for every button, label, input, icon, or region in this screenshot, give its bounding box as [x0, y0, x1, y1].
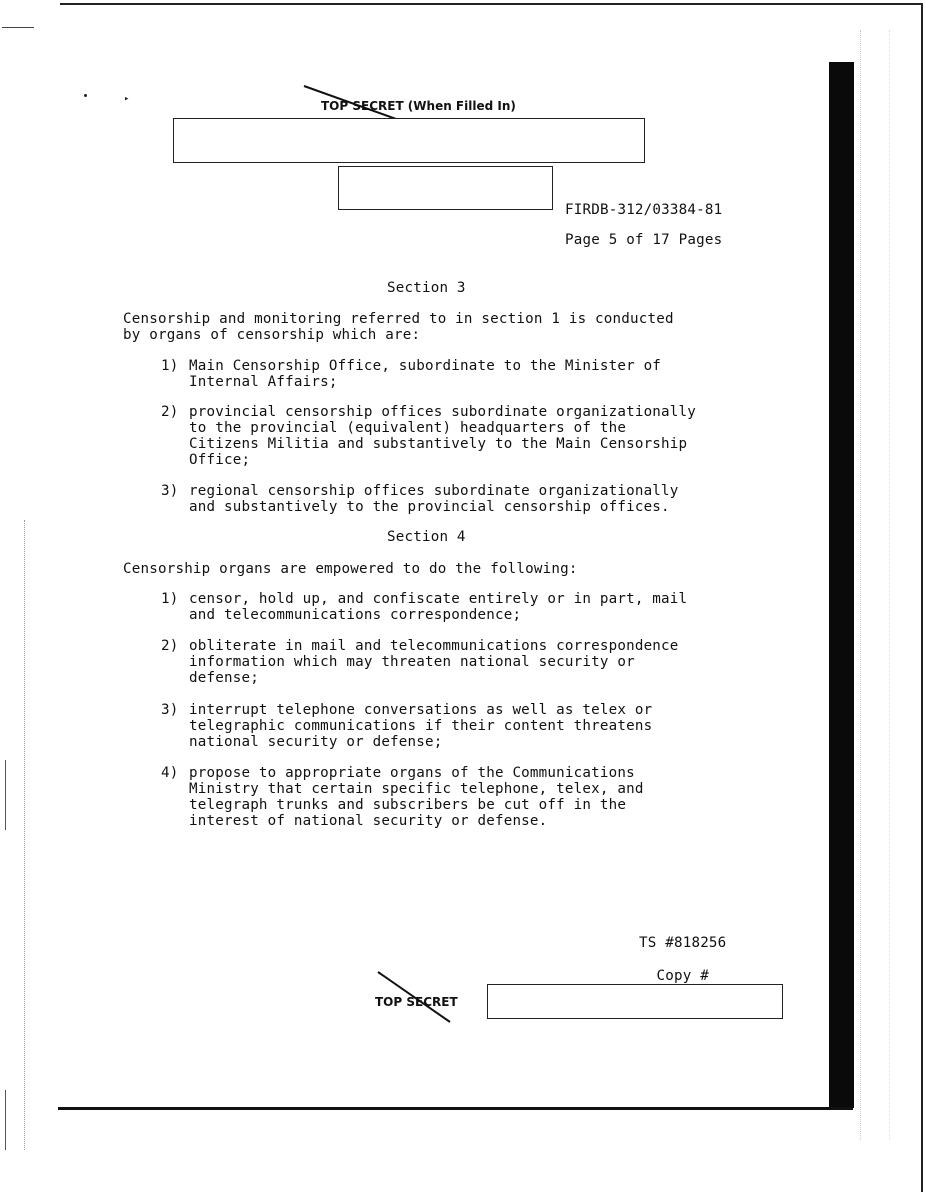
footer-classification: TOP SECRET: [375, 995, 458, 1009]
item-number: 3): [161, 483, 179, 499]
page-border-right: [921, 3, 923, 1192]
list-item: [161, 765, 644, 829]
item-number: 1): [161, 591, 179, 607]
item-number: 2): [161, 638, 179, 654]
section-4-heading: Section 4: [387, 529, 466, 545]
ts-number: TS #818256: [639, 935, 727, 951]
item-number: 4): [161, 765, 179, 781]
item-text: regional censorship offices subordinate organizationally and substantively to the provincial censorship offices.: [189, 483, 679, 515]
report-number: FIRDB-312/03384-81: [565, 202, 723, 218]
margin-line: [5, 760, 6, 830]
strikethrough-mark: [376, 970, 456, 1025]
scan-dot: ▸: [124, 94, 130, 104]
copy-label: Copy #: [656, 968, 709, 984]
list-item: [161, 702, 652, 750]
item-text: propose to appropriate organs of the Communications Ministry that certain specific telephone, telex, and telegraph trunks and subscribers be cut off in the interest of national security or defense.: [189, 765, 644, 829]
margin-dash: [2, 27, 34, 28]
section-3-heading: Section 3: [387, 280, 466, 296]
margin-line: [5, 1090, 6, 1150]
classification-marking: TOP SECRET (When Filled In): [321, 99, 516, 113]
section-4-intro: Censorship organs are empowered to do the following:: [123, 561, 578, 577]
list-item: [161, 358, 661, 390]
item-number: 1): [161, 358, 179, 374]
redaction-box: [338, 166, 553, 210]
page-border-top: [60, 3, 922, 5]
item-number: 3): [161, 702, 179, 718]
scan-edge-bar: [829, 62, 854, 1108]
list-item: [161, 404, 696, 468]
item-text: Main Censorship Office, subordinate to the Minister of Internal Affairs;: [189, 358, 662, 390]
item-text: obliterate in mail and telecommunications correspondence information which may threaten national security or defense;: [189, 638, 679, 686]
list-item: [161, 591, 687, 623]
scan-noise: [860, 30, 890, 1140]
margin-dots: [24, 520, 26, 1150]
item-text: censor, hold up, and confiscate entirely or in part, mail and telecommunications correspondence;: [189, 591, 688, 623]
list-item: [161, 483, 679, 515]
item-text: interrupt telephone conversations as well as telex or telegraphic communications if their content threatens national security or defense;: [189, 702, 653, 750]
redaction-box: [487, 984, 783, 1019]
page-number: Page 5 of 17 Pages: [565, 232, 723, 248]
section-3-intro: Censorship and monitoring referred to in section 1 is conducted by organs of censorship which are:: [123, 311, 674, 343]
redaction-box: [173, 118, 645, 163]
list-item: [161, 638, 679, 686]
scan-dot: [84, 94, 87, 97]
bottom-rule: [58, 1107, 853, 1110]
item-number: 2): [161, 404, 179, 420]
item-text: provincial censorship offices subordinate organizationally to the provincial (equivalent) headquarters of the Citizens Militia and substantively to the Main Censorship Office;: [189, 404, 697, 468]
